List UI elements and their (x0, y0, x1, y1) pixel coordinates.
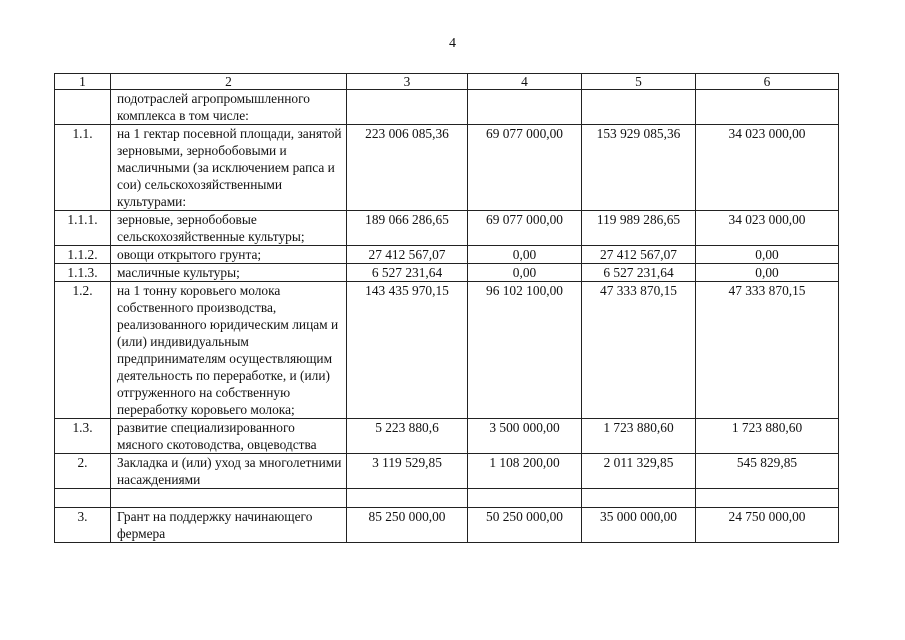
row-number: 1.1. (55, 125, 111, 211)
row-name: зерновые, зернобобовые сельскохозяйственные культуры; (111, 211, 347, 246)
spacer-cell (468, 489, 582, 508)
table-header-row (55, 74, 839, 90)
value-col-4: 1 108 200,00 (468, 454, 582, 489)
header-cell-4: 4 (468, 74, 582, 90)
row-name: развитие специализированного мясного скотоводства, овцеводства (111, 419, 347, 454)
page-number: 4 (449, 36, 456, 51)
row-number: 1.3. (55, 419, 111, 454)
table-row (55, 282, 839, 419)
row-number (55, 90, 111, 125)
spacer-cell (582, 489, 696, 508)
row-number: 1.1.2. (55, 246, 111, 264)
row-name: масличные культуры; (111, 264, 347, 282)
value-col-6: 34 023 000,00 (696, 211, 839, 246)
value-col-6: 545 829,85 (696, 454, 839, 489)
value-col-6: 24 750 000,00 (696, 508, 839, 543)
value-col-3: 143 435 970,15 (347, 282, 468, 419)
value-col-4 (468, 90, 582, 125)
value-col-6: 0,00 (696, 264, 839, 282)
header-cell-3: 3 (347, 74, 468, 90)
value-col-6 (696, 90, 839, 125)
row-number: 3. (55, 508, 111, 543)
table-row (55, 125, 839, 211)
value-col-5: 6 527 231,64 (582, 264, 696, 282)
value-col-5: 35 000 000,00 (582, 508, 696, 543)
row-number: 1.2. (55, 282, 111, 419)
header-cell-5: 5 (582, 74, 696, 90)
value-col-5: 153 929 085,36 (582, 125, 696, 211)
table-row (55, 454, 839, 489)
row-name: на 1 тонну коровьего молока собственного производства, реализованного юридическим лицам и (или) индивидуальным предпринимателям осуществляющим деятельность по переработке, и (или) отгруженного на собственную переработку коровьего молока; (111, 282, 347, 419)
value-col-6: 34 023 000,00 (696, 125, 839, 211)
spacer-cell (347, 489, 468, 508)
header-cell-2: 2 (111, 74, 347, 90)
value-col-3: 3 119 529,85 (347, 454, 468, 489)
value-col-4: 0,00 (468, 264, 582, 282)
table-row (55, 508, 839, 543)
value-col-6: 1 723 880,60 (696, 419, 839, 454)
table-row (55, 246, 839, 264)
value-col-3: 189 066 286,65 (347, 211, 468, 246)
row-number: 2. (55, 454, 111, 489)
value-col-4: 50 250 000,00 (468, 508, 582, 543)
row-number: 1.1.3. (55, 264, 111, 282)
value-col-4: 96 102 100,00 (468, 282, 582, 419)
value-col-5: 119 989 286,65 (582, 211, 696, 246)
spacer-cell (111, 489, 347, 508)
table-row (55, 264, 839, 282)
table-row (55, 211, 839, 246)
value-col-5: 27 412 567,07 (582, 246, 696, 264)
value-col-5: 1 723 880,60 (582, 419, 696, 454)
value-col-6: 47 333 870,15 (696, 282, 839, 419)
value-col-4: 69 077 000,00 (468, 125, 582, 211)
value-col-3: 5 223 880,6 (347, 419, 468, 454)
row-number: 1.1.1. (55, 211, 111, 246)
budget-table (54, 73, 839, 543)
value-col-3: 223 006 085,36 (347, 125, 468, 211)
value-col-5: 2 011 329,85 (582, 454, 696, 489)
row-name: на 1 гектар посевной площади, занятой зерновыми, зернобобовыми и масличными (за исключением рапса и сои) сельскохозяйственными культурами: (111, 125, 347, 211)
value-col-3 (347, 90, 468, 125)
row-name: Грант на поддержку начинающего фермера (111, 508, 347, 543)
table-row (55, 419, 839, 454)
header-cell-1: 1 (55, 74, 111, 90)
value-col-6: 0,00 (696, 246, 839, 264)
value-col-3: 27 412 567,07 (347, 246, 468, 264)
value-col-4: 0,00 (468, 246, 582, 264)
row-name: овощи открытого грунта; (111, 246, 347, 264)
value-col-5 (582, 90, 696, 125)
value-col-3: 6 527 231,64 (347, 264, 468, 282)
table-row (55, 90, 839, 125)
value-col-4: 3 500 000,00 (468, 419, 582, 454)
value-col-4: 69 077 000,00 (468, 211, 582, 246)
row-name: подотраслей агропромышленного комплекса в том числе: (111, 90, 347, 125)
value-col-3: 85 250 000,00 (347, 508, 468, 543)
spacer-cell (55, 489, 111, 508)
row-name: Закладка и (или) уход за многолетними насаждениями (111, 454, 347, 489)
value-col-5: 47 333 870,15 (582, 282, 696, 419)
table-row-spacer (55, 489, 839, 508)
spacer-cell (696, 489, 839, 508)
header-cell-6: 6 (696, 74, 839, 90)
